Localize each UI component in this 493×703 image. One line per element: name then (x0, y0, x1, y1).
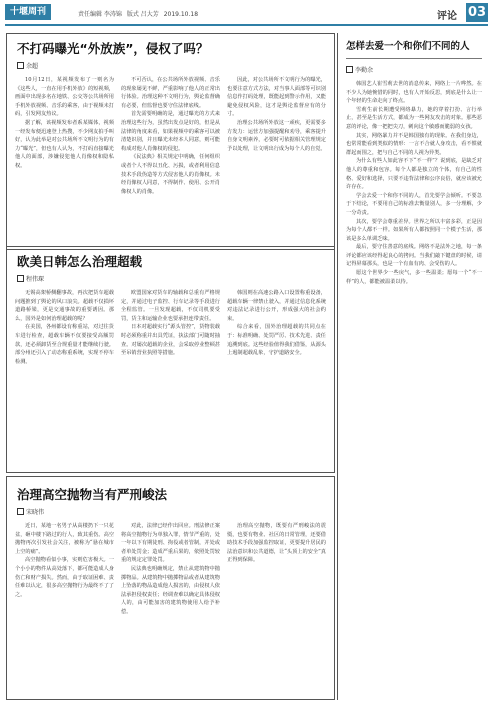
article-love-different-people (337, 33, 488, 700)
page-number: 03 (467, 5, 487, 20)
page-header (0, 0, 493, 26)
article-paragraph: 愿这个世界少一些戾气，多一些温柔；愿每一个“不一样”的人，都能被温柔以待。 (346, 270, 482, 285)
editor-name: 责任编辑 李涛锦 (78, 11, 122, 18)
article-column (15, 76, 114, 241)
article-column (15, 289, 114, 464)
editor-meta (78, 9, 201, 18)
article-overload-control (6, 246, 335, 473)
article-body (7, 289, 334, 464)
article-column (121, 76, 220, 241)
article-byline: 宋晓伟 (17, 507, 334, 516)
article-column (121, 522, 220, 690)
article-column (227, 289, 326, 464)
article-paragraph: 欧盟国家对货车的轴载和总重有严格规定，并通过电子监控、行车记录等手段进行全程监管。一旦发现超载，不仅司机要受罚，货主和运输企业也要承担连带责任。 (121, 290, 220, 322)
article-paragraph: 治理公共场所外放这一顽疾，更需要多方发力：运营方加强提醒和劝导，乘客提升自身文明素养，必要时可依据相关管理规定予以处理，让文明出行成为每个人的自觉。 (227, 119, 326, 152)
article-byline: 李勤余 (346, 65, 482, 74)
article-paragraph: 学会去爱一个和你不同的人，首先要学会倾听。不要急于下结论，不要用自己的标准去衡量别人，多一分理解，少一分苛责。 (346, 192, 482, 216)
article-column (15, 522, 114, 690)
article-paragraph: 对此，法律已经作出回应。刑法修正案将高空抛物行为单独入罪，情节严重的，处一年以下有期徒刑、拘役或者管制，并处或者单处罚金；造成严重后果的，依照处罚较重的规定定罪处罚。 (121, 523, 220, 564)
article-high-altitude-littering (6, 476, 335, 700)
brand-label: 十堰周刊 (5, 4, 51, 20)
article-paragraph: 10月12日，某视频发布了一则名为《这些人，一直在用手机外放》的短视频，画面中出现多名在地铁、公交等公共场所用手机外放视频、音乐的乘客，由于视频未打码，引发网友热议。 (15, 77, 114, 118)
article-byline: 余超 (17, 61, 334, 70)
article-paragraph: 其次，要学会尊重差异。世界之所以丰富多彩，正是因为每个人都不一样。如果所有人都按照同一个模子生活，那该是多么单调乏味。 (346, 218, 482, 242)
article-paragraph: 日本对超载实行“源头管控”，货物装载时必须称重并出具凭证，执法部门可随时抽查。对屡次超载的企业，会采取停业整顿甚至吊销营业执照等措施。 (121, 324, 220, 357)
article-body (7, 76, 334, 241)
article-column (227, 76, 326, 241)
article-paragraph: 韩国艺人崔雪莉去世的消息传来，网络上一片哗然。在不少人为她惋惜的同时，也有人开始反思，到底是什么让一个年轻的生命走向了终点。 (346, 81, 482, 105)
article-paragraph: 无锡高架桥侧翻事故，再次把货车超载问题推到了舆论的风口浪尖。超载不仅损坏道路桥梁，更是交通事故的重要诱因。那么，国外是如何治理超载的呢？ (15, 290, 114, 322)
section-name: 评论 (437, 11, 457, 22)
article-column (227, 522, 326, 690)
layout-name: 版式 吕大芳 (126, 11, 159, 18)
article-column (346, 80, 482, 703)
article-paragraph: 韩国则在高速公路入口设置称重设备，超载车辆一律禁止驶入，并通过信息化系统对违法记录进行公开，形成强大的社会约束。 (227, 290, 326, 322)
article-paragraph: 其实，网络暴力并不是韩国独有的现象。在我们身边，也常常能看到类似的情形：一言不合就人身攻击，看不惯就群起而围之，把与自己不同的人视为异类。 (346, 132, 482, 156)
article-byline: 程伟琛 (17, 274, 334, 283)
article-paragraph: 首先需要明确的是，通过曝光的方式来治理这些行为，虽然出发点是好的，但是从法律的角度来看，如果视频中的乘客可以被清楚识别，并且曝光未经本人同意，则可能构成对他人肖像权的侵犯。 (121, 111, 220, 152)
article-paragraph: 据了解，该视频发布者系某媒体，视频一经发布便迅速登上热搜，不少网友拍手叫好，认为此举是对公共场所不文明行为的有力“曝光”，但也有人认为，不打码直接曝光他人的面部，涉嫌侵犯他人肖像权和隐私权。 (15, 119, 114, 169)
article-paragraph: 为什么有些人如此容不下“不一样”？说到底，是缺乏对他人的尊重和包容。每个人都是独立的个体，有自己的性格、爱好和选择，只要不违背法律和公序良俗，就应该被允许存在。 (346, 158, 482, 191)
article-title: 欧美日韩怎么治理超载 (17, 254, 143, 269)
article-title: 不打码曝光“外放族”，侵权了吗？ (17, 41, 209, 56)
article-column (121, 289, 220, 464)
article-paragraph: 综合来看，国外治理超载的共同点在于：标准明确、处罚严厉、技术先进、责任追溯到底。这些经验值得我们借鉴，从源头上遏制超载乱象，守护道路安全。 (227, 324, 326, 357)
article-paragraph: 最后，要守住善意的底线。网络不是法外之地，每一条评论都应该经得起良心的拷问。当我们敲下键盘的时候，请记得屏幕那头，也是一个有血有肉、会受伤的人。 (346, 244, 482, 268)
article-paragraph: 高空抛物看似小事，实则危害极大。一个小小的物件从高处落下，都可能造成人身伤亡和财产损失。然而，由于取证困难、责任难以认定，很多高空抛物行为最终不了了之。 (15, 557, 114, 598)
article-paragraph: 《民法典》相关规定中明确，任何组织或者个人不得以丑化、污损，或者利用信息技术手段伪造等方式侵害他人的肖像权。未经肖像权人同意，不得制作、使用、公开肖像权人的肖像。 (121, 154, 220, 195)
article-paragraph: 民法典也明确规定，禁止从建筑物中抛掷物品。从建筑物中抛掷物品或者从建筑物上坠落的物品造成他人损害的，由侵权人依法承担侵权责任；经调查难以确定具体侵权人的，由可能加害的建筑物使用人给予补偿。 (121, 565, 220, 615)
article-paragraph: 不可否认，在公共场所外放视频、音乐的现象屡见不鲜，严重影响了他人的正常出行体验。治理这种不文明行为，舆论监督确有必要，但监督也要守住法律底线。 (121, 77, 220, 109)
article-title: 治理高空抛物当有严刑峻法 (17, 487, 168, 502)
article-title: 怎样去爱一个和你们不同的人 (346, 38, 482, 59)
article-paragraph: 雪莉生前长期遭受网络暴力，她的穿着打扮、言行举止，甚至是生活方式，都成为一些网友攻击的对象。那些恶意的评论，像一把把尖刀，刺向这个敏感而脆弱的女孩。 (346, 106, 482, 130)
article-paragraph: 治理高空抛物，既要有严刑峻法的震慑，也要有物业、社区的日常管理，还要借助技术手段加强监控取证，更要提升居民的法治意识和公共道德，让“头顶上的安全”真正得到保障。 (227, 523, 326, 564)
article-outdoor-speaker (6, 33, 335, 250)
issue-date: 2019.10.18 (163, 11, 199, 18)
article-paragraph: 因此，对公共场所不文明行为的曝光，也要注意方式方法，对当事人面部等可识别信息作打码处理，既能起到警示作用，又能避免侵权风险，这才是舆论监督应有的分寸。 (227, 77, 326, 118)
article-body (7, 522, 334, 690)
header-rule (5, 24, 488, 26)
article-paragraph: 近日，某地一名男子从高楼扔下一只花盆，砸中楼下路过的行人，致其重伤。高空抛物再次引发社会关注，被称为“悬在城市上空的痛”。 (15, 523, 114, 555)
article-paragraph: 在美国，各州都设有称重站，对过往货车进行检查，超载车辆不仅要接受高额罚款，还必须卸货至合规重量才能继续行驶。部分州还引入了动态称重系统，实现不停车检测。 (15, 324, 114, 365)
